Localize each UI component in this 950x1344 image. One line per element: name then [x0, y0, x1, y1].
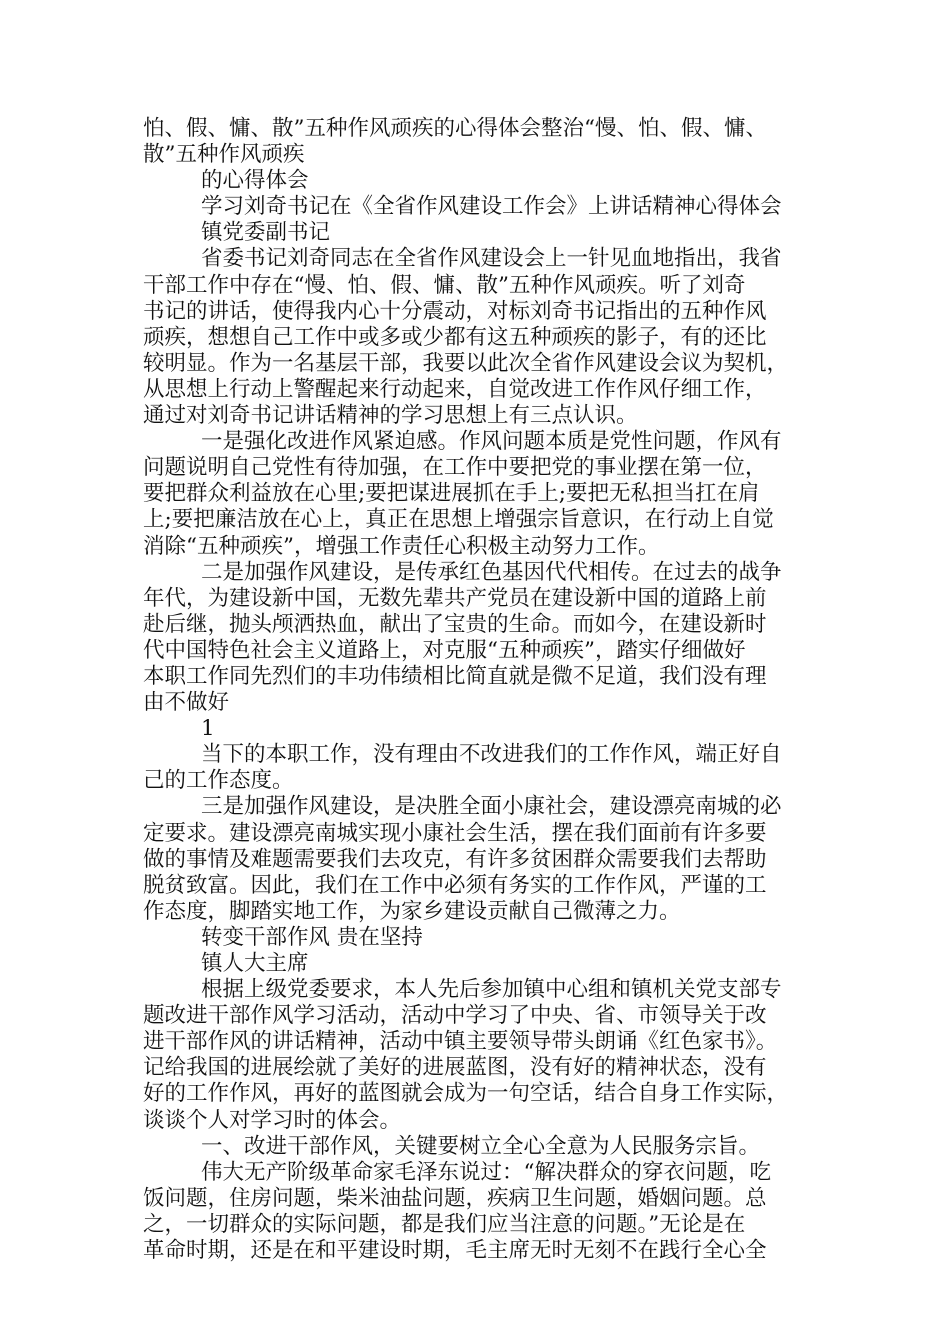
- text-line: 二是加强作风建设，是传承红色基因代代相传。在过去的战争: [201, 559, 782, 585]
- text-line: 散”五种作风顽疾: [143, 142, 305, 168]
- text-line: 赴后继，抛头颅洒热血，献出了宝贵的生命。而如今，在建设新时: [143, 611, 767, 637]
- text-line: 通过对刘奇书记讲话精神的学习思想上有三点认识。: [143, 403, 638, 429]
- text-line: 做的事情及难题需要我们去攻克，有许多贫困群众需要我们去帮助: [143, 846, 767, 872]
- text-line: 消除“五种顽疾”，增强工作责任心积极主动努力工作。: [143, 533, 660, 559]
- text-line: 的心得体会: [201, 168, 309, 194]
- document-body: [143, 116, 833, 1264]
- text-line: 进干部作风的讲话精神，活动中镇主要领导带头朗诵《红色家书》。: [143, 1029, 778, 1055]
- text-line: 要把群众利益放在心里;要把谋进展抓在手上;要把无私担当扛在肩: [143, 481, 760, 507]
- text-line: 从思想上行动上警醒起来行动起来，自觉改进工作作风仔细工作，: [143, 376, 767, 402]
- text-line: 谈谈个人对学习时的体会。: [143, 1107, 402, 1133]
- text-line: 转变干部作风 贵在坚持: [201, 924, 423, 950]
- text-line: 干部工作中存在“慢、怕、假、慵、散”五种作风顽疾。听了刘奇: [143, 272, 746, 298]
- text-line: 镇党委副书记: [201, 220, 331, 246]
- text-line: 脱贫致富。因此，我们在工作中必须有务实的工作作风，严谨的工: [143, 872, 767, 898]
- text-line: 革命时期，还是在和平建设时期，毛主席无时无刻不在践行全心全: [143, 1238, 767, 1264]
- text-line: 省委书记刘奇同志在全省作风建设会上一针见血地指出，我省: [201, 246, 782, 272]
- text-line: 好的工作作风，再好的蓝图就会成为一句空话，结合自身工作实际，: [143, 1081, 789, 1107]
- text-line: 本职工作同先烈们的丰功伟绩相比简直就是微不足道，我们没有理: [143, 663, 767, 689]
- text-line: 己的工作态度。: [143, 768, 294, 794]
- text-line: 问题说明自己党性有待加强，在工作中要把党的事业摆在第一位，: [143, 455, 767, 481]
- text-line: 由不做好: [143, 690, 230, 716]
- text-line: 当下的本职工作，没有理由不改进我们的工作作风，端正好自: [201, 742, 782, 768]
- text-line: 代中国特色社会主义道路上，对克服“五种顽疾”，踏实仔细做好: [143, 637, 746, 663]
- text-line: 之，一切群众的实际问题，都是我们应当注意的问题。”无论是在: [143, 1211, 746, 1237]
- text-line: 顽疾，想想自己工作中或多或少都有这五种顽疾的影子，有的还比: [143, 324, 767, 350]
- text-line: 记给我国的进展绘就了美好的进展蓝图，没有好的精神状态，没有: [143, 1055, 767, 1081]
- text-line: 作态度，脚踏实地工作，为家乡建设贡献自己微薄之力。: [143, 898, 681, 924]
- text-line: 怕、假、慵、散”五种作风顽疾的心得体会整治“慢、怕、假、慵、: [143, 116, 767, 141]
- text-line: 年代，为建设新中国，无数先辈共产党员在建设新中国的道路上前: [143, 585, 767, 611]
- text-line: 饭问题，住房问题，柴米油盐问题，疾病卫生问题，婚姻问题。总: [143, 1185, 767, 1211]
- text-line: 镇人大主席: [201, 951, 309, 976]
- text-line: 根据上级党委要求，本人先后参加镇中心组和镇机关党支部专: [201, 977, 782, 1003]
- text-line: 题改进干部作风学习活动，活动中学习了中央、省、市领导关于改: [143, 1003, 767, 1029]
- text-line: 伟大无产阶级革命家毛泽东说过：“解决群众的穿衣问题，吃: [201, 1159, 771, 1185]
- text-line: 一、改进干部作风，关键要树立全心全意为人民服务宗旨。: [201, 1133, 761, 1159]
- text-line: 学习刘奇书记在《全省作风建设工作会》上讲话精神心得体会: [201, 194, 782, 220]
- text-line: 三是加强作风建设，是决胜全面小康社会，建设漂亮南城的必: [201, 794, 782, 820]
- text-line: 较明显。作为一名基层干部，我要以此次全省作风建设会议为契机，: [143, 350, 789, 376]
- text-line: 上;要把廉洁放在心上，真正在思想上增强宗旨意识，在行动上自觉: [143, 507, 774, 533]
- text-line: 1: [201, 716, 215, 742]
- text-line: 定要求。建设漂亮南城实现小康社会生活，摆在我们面前有许多要: [143, 820, 767, 846]
- text-line: 一是强化改进作风紧迫感。作风问题本质是党性问题，作风有: [201, 429, 782, 455]
- text-line: 书记的讲话，使得我内心十分震动，对标刘奇书记指出的五种作风: [143, 298, 767, 324]
